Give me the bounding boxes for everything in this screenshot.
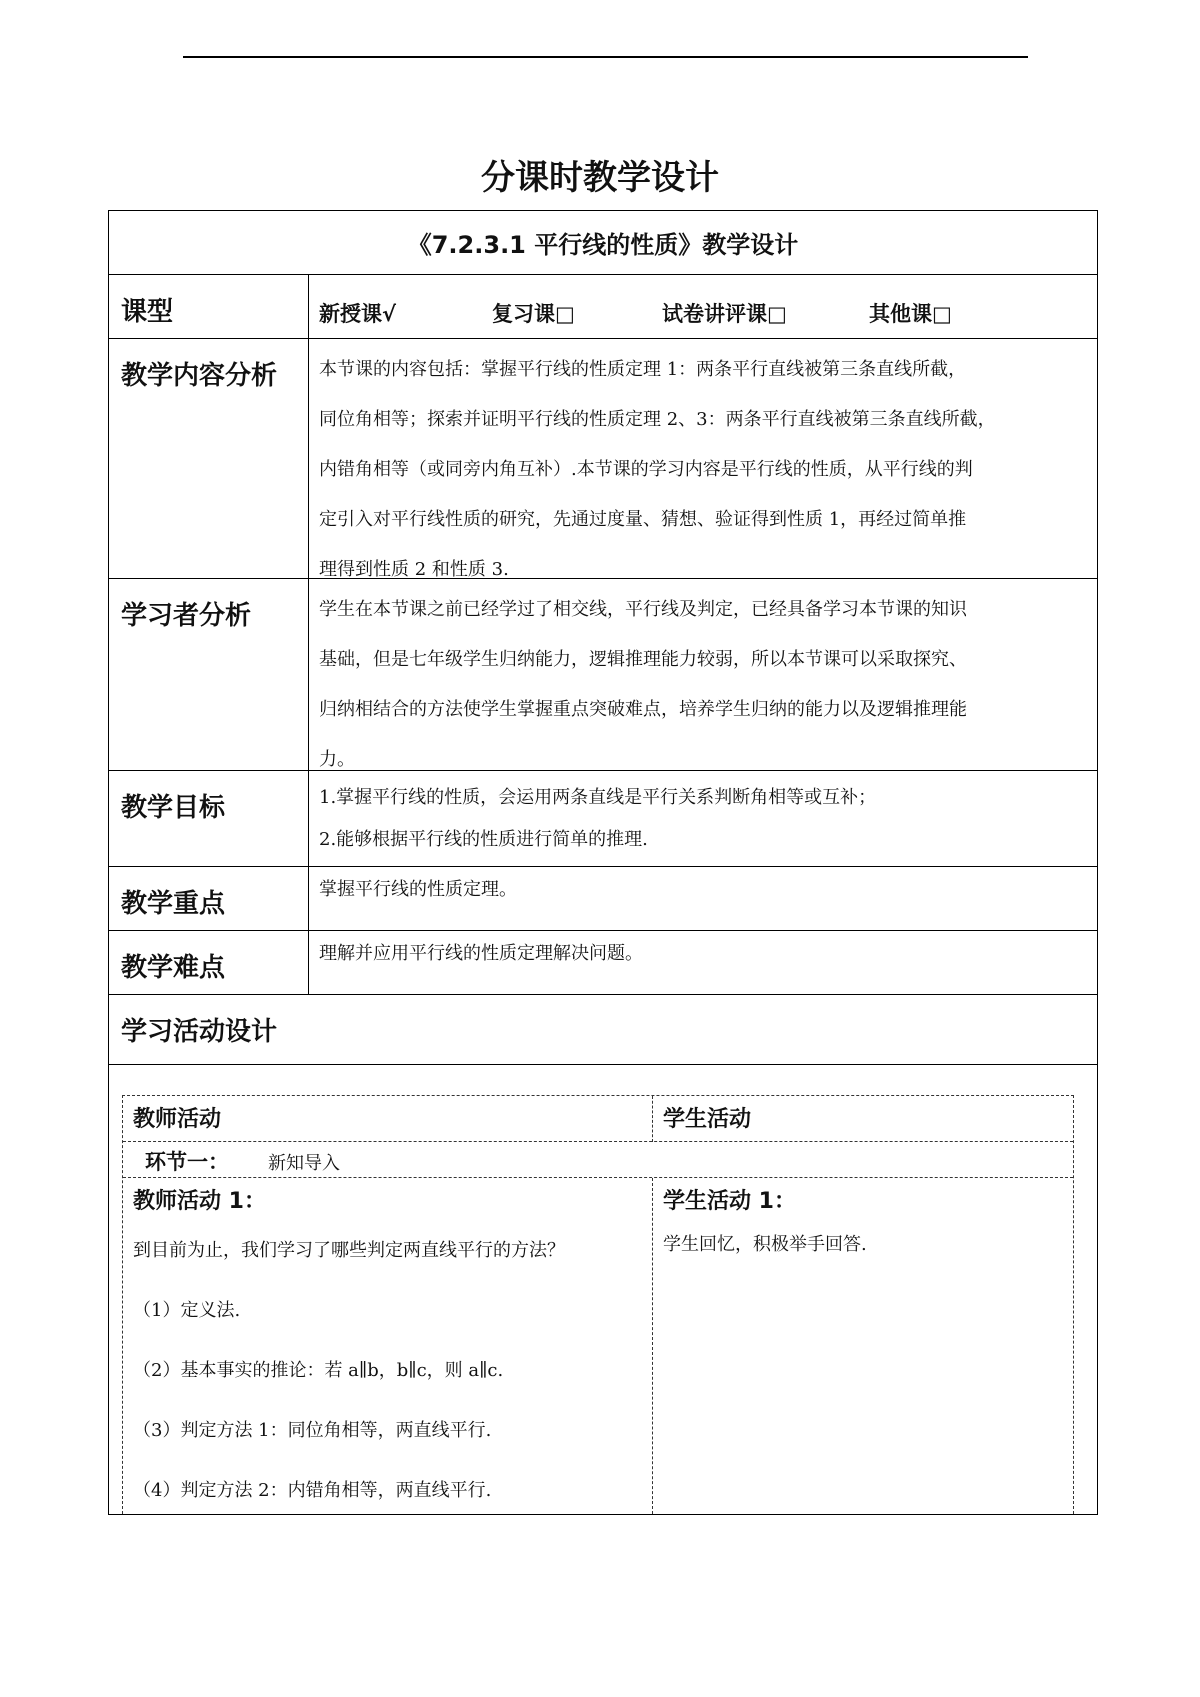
difficulty-row	[109, 931, 1097, 995]
column-divider	[652, 1178, 653, 1514]
objectives-label-cell	[109, 771, 309, 866]
key-point-label-cell	[109, 867, 309, 930]
column-divider	[652, 1096, 653, 1142]
learner-analysis-label-cell	[109, 579, 309, 770]
learner-analysis-line: 力。	[319, 749, 355, 770]
teacher-activity-line: （2）基本事实的推论：若 a∥b，b∥c，则 a∥c.	[133, 1360, 504, 1381]
teacher-activity-line: 到目前为止，我们学习了哪些判定两直线平行的方法？	[133, 1240, 565, 1261]
activity-body	[123, 1178, 1073, 1514]
key-point-row	[109, 867, 1097, 931]
objective-line: 1.掌握平行线的性质，会运用两条直线是平行关系判断角相等或互补；	[319, 787, 877, 808]
course-type-option-exam-review: 试卷讲评课□	[662, 302, 787, 326]
learner-analysis-row	[109, 579, 1097, 771]
content-analysis-row	[109, 339, 1097, 579]
activity-design-row	[109, 995, 1097, 1065]
learner-analysis-line: 学生在本节课之前已经学过了相交线，平行线及判定，已经具备学习本节课的知识	[319, 599, 967, 620]
activity-table-row	[109, 1065, 1097, 1514]
course-type-label-cell	[109, 275, 309, 338]
difficulty-label: 教学难点	[121, 953, 226, 983]
difficulty-text	[309, 931, 1097, 994]
activity-design-label: 学习活动设计	[121, 1017, 278, 1047]
key-point-text	[309, 867, 1097, 930]
course-type-options	[309, 275, 1097, 338]
teacher-activity-line: （4）判定方法 2：内错角相等，两直线平行.	[133, 1480, 492, 1501]
teacher-activity-line: （1）定义法.	[133, 1300, 241, 1321]
course-type-option-other: 其他课□	[869, 302, 952, 326]
lesson-title: 《7.2.3.1 平行线的性质》教学设计	[407, 231, 799, 259]
course-type-option-new: 新授课√	[319, 302, 397, 326]
lesson-title-row	[109, 211, 1097, 275]
content-analysis-line: 同位角相等；探索并证明平行线的性质定理 2、3：两条平行直线被第三条直线所截，	[319, 409, 996, 430]
objectives-row	[109, 771, 1097, 867]
activity-table-header	[123, 1096, 1073, 1142]
key-point-value: 掌握平行线的性质定理。	[319, 879, 517, 900]
difficulty-label-cell	[109, 931, 309, 994]
course-type-label: 课型	[121, 297, 174, 327]
difficulty-value: 理解并应用平行线的性质定理解决问题。	[319, 943, 643, 964]
objectives-label: 教学目标	[121, 793, 226, 823]
stage-label: 环节一：	[145, 1150, 229, 1174]
course-type-row	[109, 275, 1097, 339]
teacher-activity-title: 教师活动 1：	[133, 1189, 266, 1214]
teacher-activity-header: 教师活动	[133, 1107, 222, 1132]
learner-analysis-line: 归纳相结合的方法使学生掌握重点突破难点，培养学生归纳的能力以及逻辑推理能	[319, 699, 967, 720]
content-analysis-line: 理得到性质 2 和性质 3.	[319, 559, 509, 580]
learner-analysis-label: 学习者分析	[121, 601, 252, 631]
objective-line: 2.能够根据平行线的性质进行简单的推理.	[319, 829, 648, 850]
learner-analysis-text	[309, 579, 1097, 770]
content-analysis-label: 教学内容分析	[121, 361, 278, 391]
course-type-option-review: 复习课□	[492, 302, 575, 326]
content-analysis-line: 定引入对平行线性质的研究，先通过度量、猜想、验证得到性质 1，再经过简单推	[319, 509, 967, 530]
objectives-text	[309, 771, 1097, 866]
content-analysis-label-cell	[109, 339, 309, 578]
lesson-plan-table	[108, 210, 1098, 1515]
stage-row	[123, 1142, 1073, 1178]
activity-table	[122, 1095, 1074, 1514]
content-analysis-text	[309, 339, 1097, 578]
content-analysis-line: 本节课的内容包括：掌握平行线的性质定理 1：两条平行直线被第三条直线所截，	[319, 359, 967, 380]
student-activity-title: 学生活动 1：	[663, 1189, 796, 1214]
teacher-activity-line: （3）判定方法 1：同位角相等，两直线平行.	[133, 1420, 492, 1441]
learner-analysis-line: 基础，但是七年级学生归纳能力，逻辑推理能力较弱，所以本节课可以采取探究、	[319, 649, 967, 670]
key-point-label: 教学重点	[121, 889, 226, 919]
page-title: 分课时教学设计	[481, 158, 719, 198]
stage-value: 新知导入	[268, 1153, 340, 1174]
content-analysis-line: 内错角相等（或同旁内角互补）.本节课的学习内容是平行线的性质，从平行线的判	[319, 459, 973, 480]
header-rule	[183, 56, 1028, 58]
student-activity-text: 学生回忆，积极举手回答.	[663, 1234, 867, 1255]
student-activity-header: 学生活动	[663, 1107, 752, 1132]
